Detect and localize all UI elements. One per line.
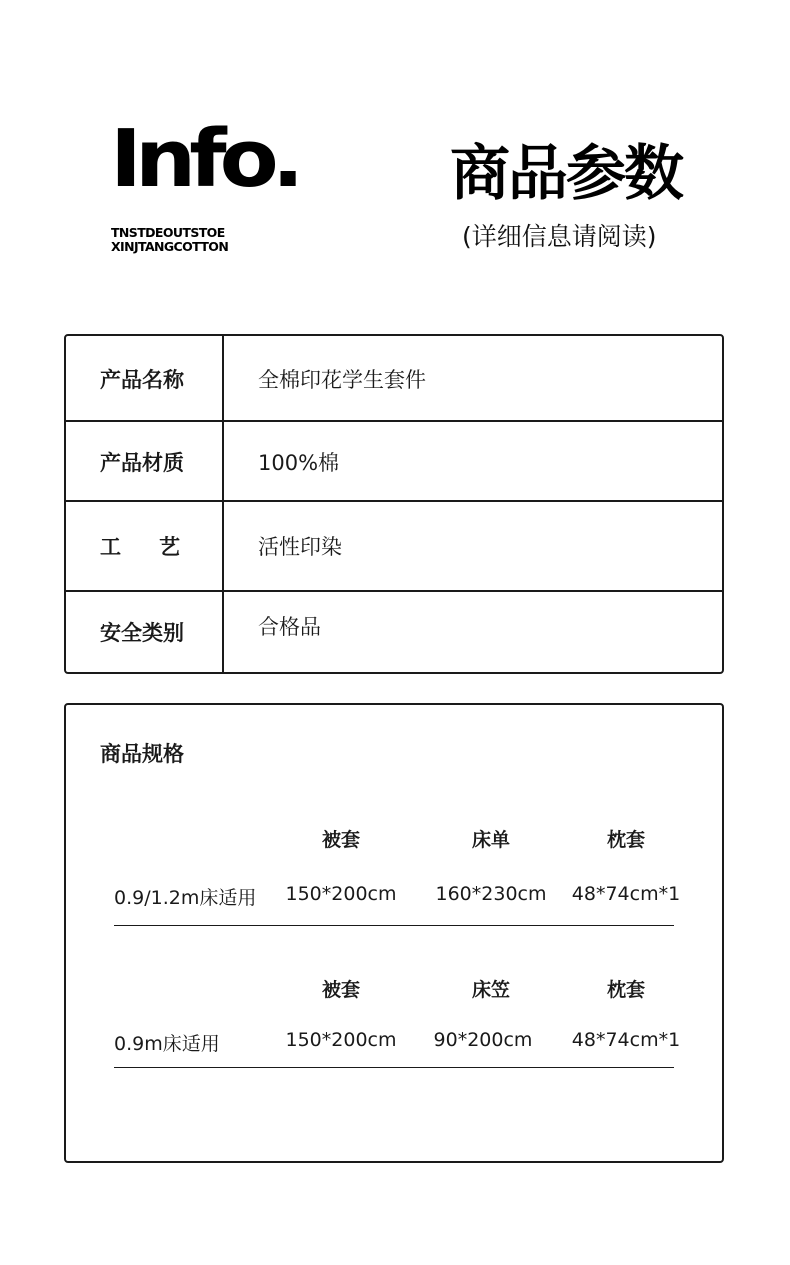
param-label: 工艺 <box>100 535 218 559</box>
spec-header: 枕套 <box>606 979 645 1001</box>
param-row-material <box>66 422 722 501</box>
spec-value: 150*200cm <box>285 883 397 905</box>
spec-header: 床单 <box>471 829 510 851</box>
spec-value: 48*74cm*1 <box>571 883 681 905</box>
param-value: 100%棉 <box>258 450 340 475</box>
brand-logo: Info. <box>110 113 298 206</box>
page-title: 商品参数 <box>450 139 682 209</box>
param-label: 产品材质 <box>100 450 184 475</box>
spec-divider <box>114 925 674 926</box>
param-value: 合格品 <box>258 615 321 639</box>
spec-header: 被套 <box>321 829 360 851</box>
brand-subtext-line2: XINJTANGCOTTON <box>111 239 229 254</box>
product-params-table <box>64 334 724 674</box>
param-value: 活性印染 <box>258 535 342 559</box>
spec-value: 150*200cm <box>285 1029 397 1051</box>
spec-divider <box>114 1067 674 1068</box>
page-subtitle: (详细信息请阅读) <box>462 222 657 251</box>
spec-value: 90*200cm <box>433 1029 533 1051</box>
param-row-safety <box>66 592 722 672</box>
specs-title: 商品规格 <box>100 742 184 766</box>
param-label: 产品名称 <box>100 367 184 392</box>
spec-value: 48*74cm*1 <box>571 1029 681 1051</box>
brand-subtext <box>111 226 228 254</box>
param-row-craft <box>66 502 722 590</box>
spec-size-label: 0.9/1.2m床适用 <box>114 887 257 909</box>
spec-value: 160*230cm <box>435 883 547 905</box>
spec-size-label: 0.9m床适用 <box>114 1033 220 1055</box>
param-value: 全棉印花学生套件 <box>258 367 426 392</box>
spec-header: 枕套 <box>606 829 645 851</box>
product-specs-box <box>64 703 724 1163</box>
spec-header: 床笠 <box>471 979 510 1001</box>
param-row-name <box>66 336 722 421</box>
brand-subtext-line1: TNSTDEOUTSTOE <box>111 225 225 240</box>
spec-header: 被套 <box>321 979 360 1001</box>
param-label: 安全类别 <box>100 621 184 645</box>
header <box>0 0 790 300</box>
